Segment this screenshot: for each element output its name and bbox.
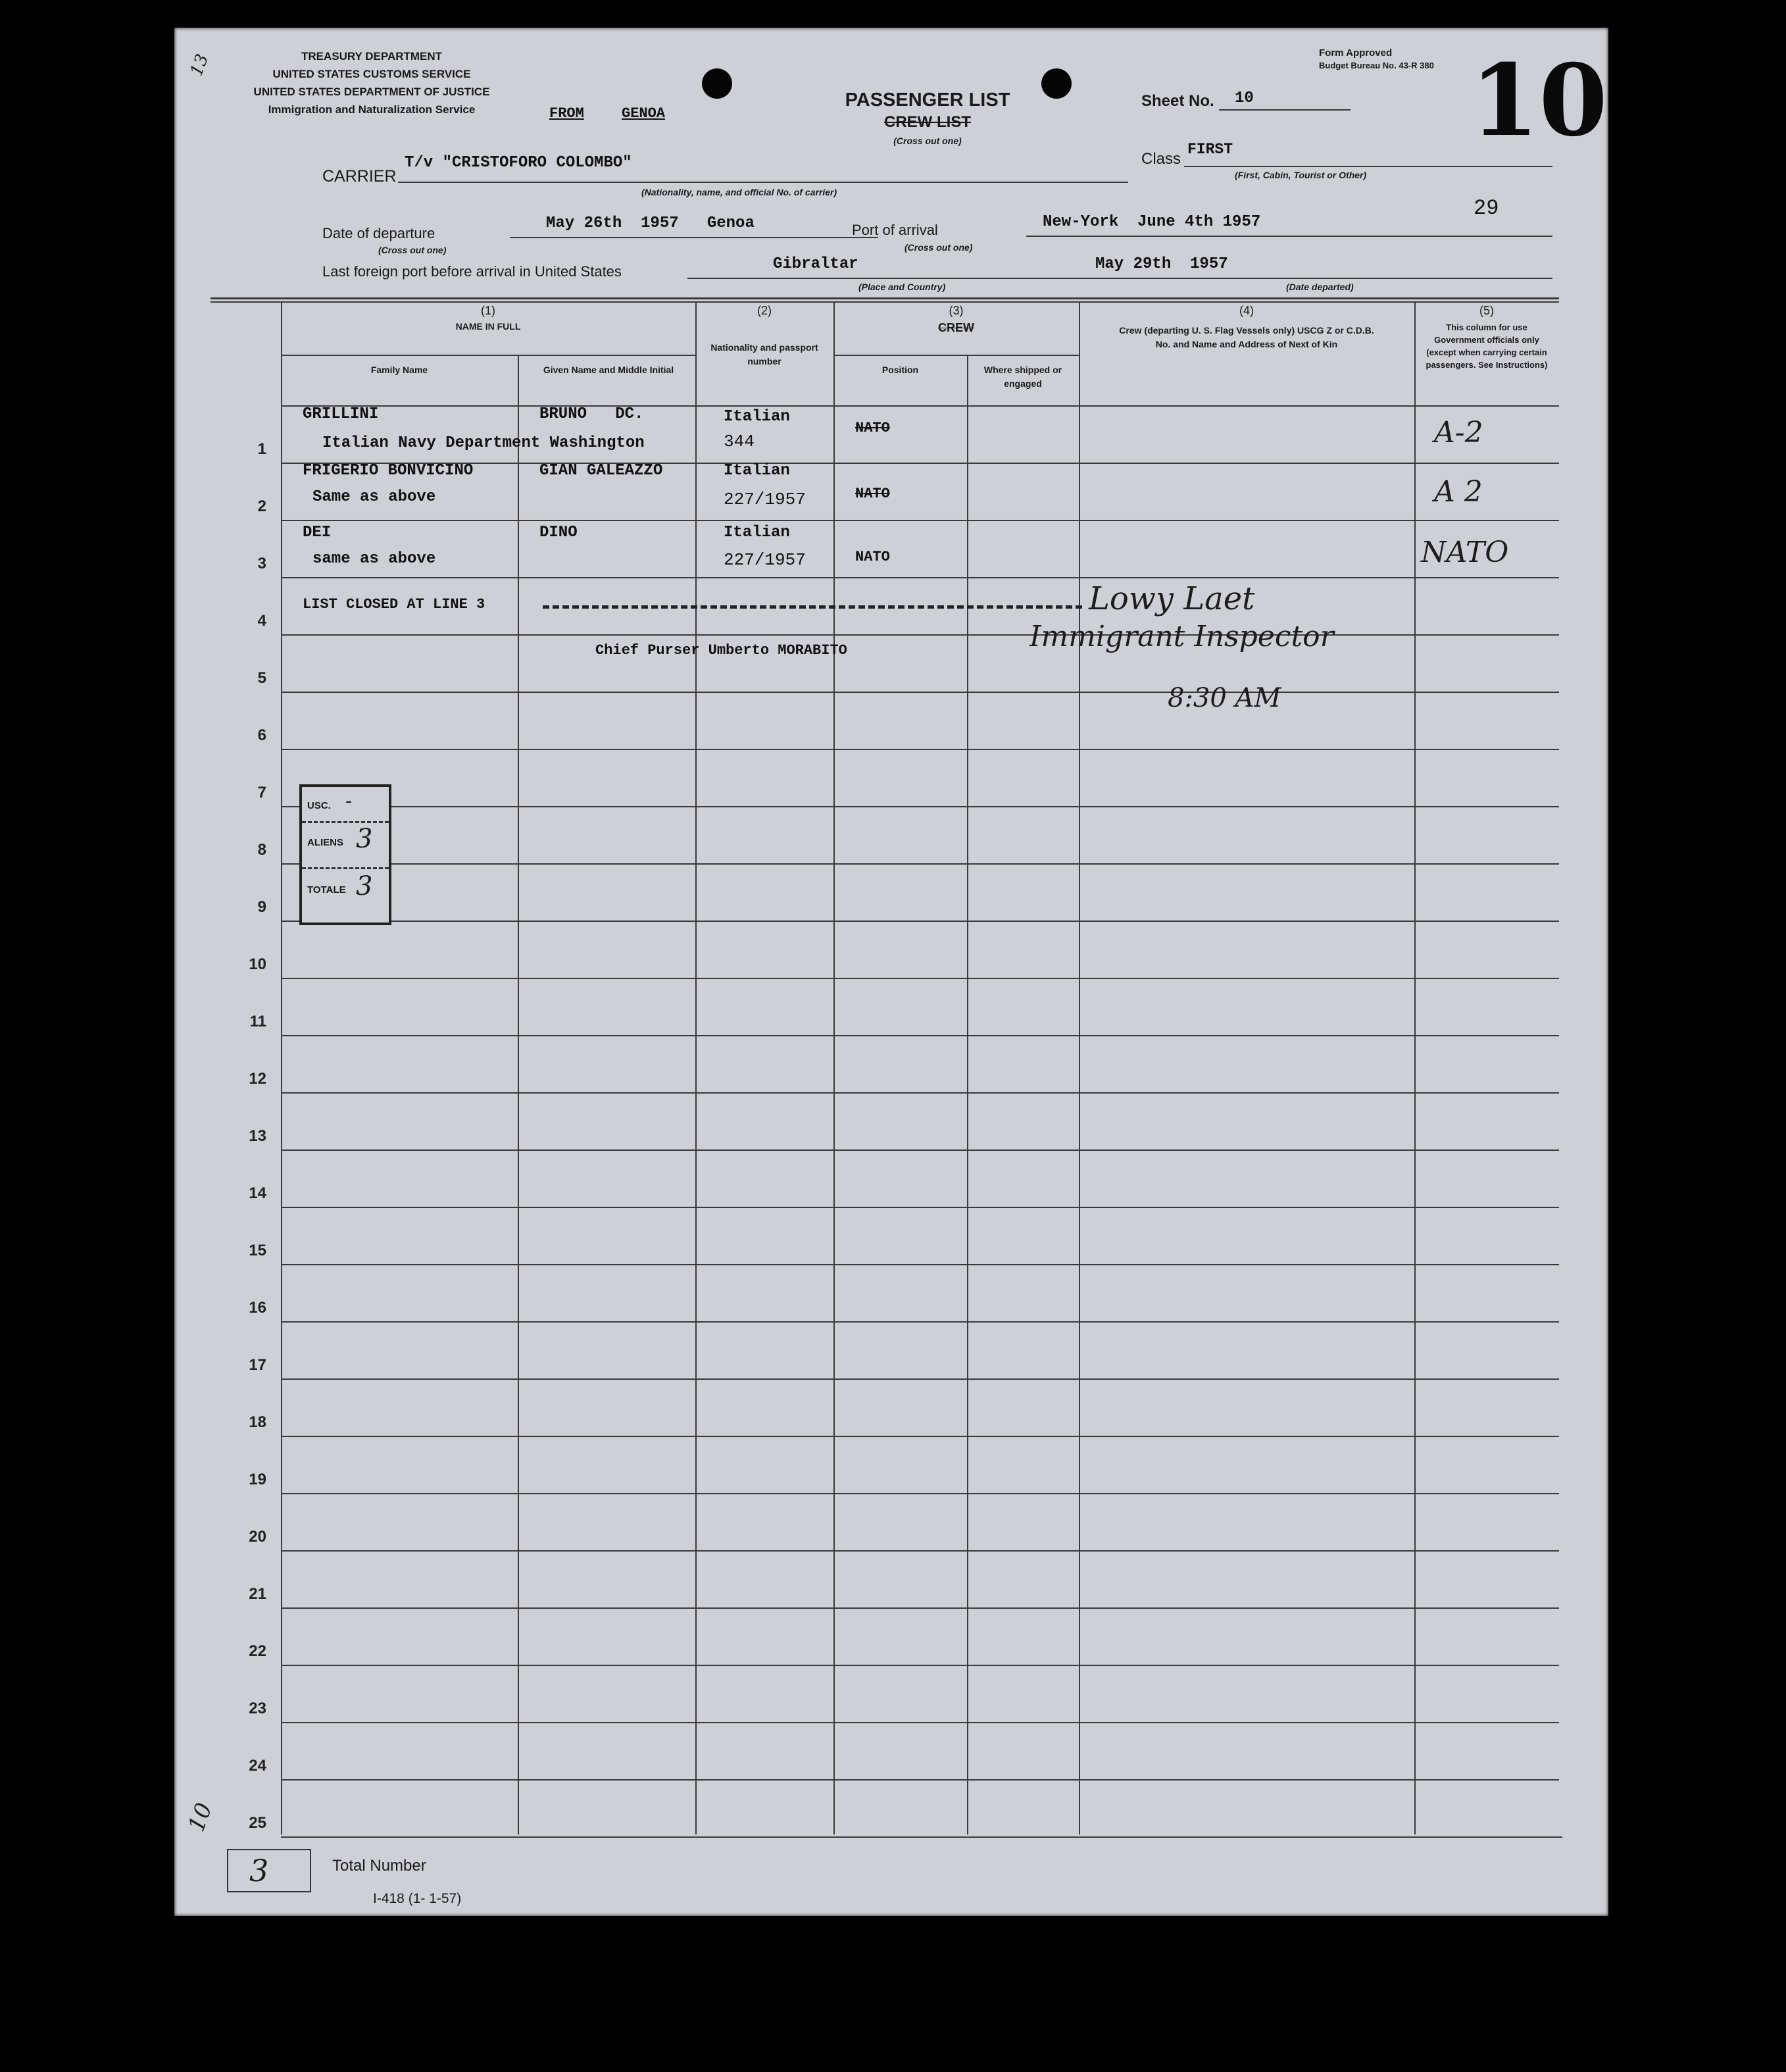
- subheader-rule: [281, 355, 695, 356]
- margin-mark-bottom: 10: [183, 1799, 218, 1836]
- total-box-value: 3: [249, 1853, 269, 1888]
- sheet-value: 10: [1235, 89, 1254, 107]
- agency-line: Immigration and Naturalization Service: [268, 103, 476, 116]
- agency-line: TREASURY DEPARTMENT: [301, 50, 443, 63]
- table-top-rule: [211, 297, 1559, 299]
- given-name-header: Given Name and Middle Initial: [543, 365, 674, 375]
- row-number: 4: [257, 612, 266, 630]
- date-label: Date of departure: [322, 225, 435, 241]
- list-title: PASSENGER LIST: [845, 89, 1010, 111]
- row-number: 6: [257, 726, 266, 744]
- sheet-underline: [1219, 109, 1351, 111]
- departure-value: May 26th 1957 Genoa: [546, 215, 755, 232]
- usc-label: USC.: [307, 800, 331, 811]
- row-divider: [281, 1035, 1559, 1036]
- col1-number: (1): [481, 304, 495, 317]
- usc-divider: [302, 821, 389, 823]
- row-divider: [281, 1321, 1559, 1323]
- row-number: 22: [249, 1642, 266, 1660]
- col4-title: Crew (departing U. S. Flag Vessels only) USCG Z or C.D.B. No. and Name and Address of Next of Kin: [1119, 325, 1374, 349]
- col5-number: (5): [1479, 304, 1494, 317]
- cross-out-one-caption: (Cross out one): [893, 136, 962, 146]
- port-arrival-label: Port of arrival: [852, 222, 938, 238]
- passenger-list-form: [174, 28, 1608, 1916]
- port-cross-caption: (Cross out one): [905, 242, 973, 253]
- row-divider: [281, 1779, 1559, 1781]
- row-divider: [281, 520, 1559, 521]
- agency-block: [220, 47, 523, 118]
- class-label: Class: [1141, 150, 1181, 168]
- class-value: FIRST: [1187, 141, 1233, 158]
- crew-list-struck: CREW LIST: [884, 113, 971, 131]
- arrival-underline: [1026, 236, 1552, 237]
- purser-line: Chief Purser Umberto MORABITO: [595, 642, 847, 659]
- row-number: 23: [249, 1700, 266, 1717]
- corner-number: 29: [1474, 196, 1499, 220]
- row-number: 9: [257, 898, 266, 916]
- carrier-underline: [398, 182, 1128, 183]
- row-number: 7: [257, 784, 266, 801]
- row-number: 3: [257, 555, 266, 572]
- row-number: 16: [249, 1299, 266, 1317]
- entry-1-family: GRILLINI: [303, 405, 379, 423]
- last-port-underline: [687, 278, 1552, 279]
- list-closed-dash-line: [543, 605, 1082, 609]
- entry-1-position: NATO: [855, 420, 890, 436]
- entry-2-passport: 227/1957: [724, 490, 806, 509]
- row-number: 18: [249, 1413, 266, 1431]
- row-number: 21: [249, 1585, 266, 1603]
- date-departed-value: May 29th 1957: [1095, 255, 1228, 273]
- total-box: [227, 1849, 311, 1892]
- row-divider: [281, 1550, 1559, 1552]
- agency-line: UNITED STATES CUSTOMS SERVICE: [272, 68, 471, 80]
- row-divider: [281, 1665, 1559, 1666]
- col1-title: NAME IN FULL: [455, 321, 521, 332]
- row-divider: [281, 863, 1559, 865]
- row-divider: [281, 806, 1559, 807]
- entry-3-address: same as above: [312, 550, 436, 568]
- agency-line: UNITED STATES DEPARTMENT OF JUSTICE: [253, 86, 490, 98]
- aliens-value: 3: [356, 824, 373, 854]
- entry-2-col5: A 2: [1434, 475, 1483, 509]
- entry-1-given: BRUNO DC.: [539, 405, 644, 423]
- budget-bureau: Budget Bureau No. 43-R 380: [1319, 61, 1434, 70]
- departure-underline: [510, 237, 878, 238]
- carrier-value: T/v "CRISTOFORO COLOMBO": [405, 154, 632, 172]
- row-number: 20: [249, 1528, 266, 1546]
- entry-3-nationality: Italian: [724, 524, 790, 542]
- inspector-signature: Lowy Laet: [1089, 580, 1255, 617]
- entry-1-passport: 344: [724, 432, 755, 451]
- big-sheet-number: 10: [1470, 43, 1608, 159]
- form-number: I-418 (1- 1-57): [373, 1891, 462, 1906]
- col3-number: (3): [949, 304, 964, 317]
- row-number: 17: [249, 1356, 266, 1374]
- entry-3-given: DINO: [539, 524, 578, 542]
- row-divider: [281, 1207, 1559, 1208]
- class-caption: (First, Cabin, Tourist or Other): [1235, 170, 1367, 180]
- table-top-rule-2: [211, 301, 1559, 303]
- row-divider: [281, 1722, 1559, 1723]
- entry-2-address: Same as above: [312, 488, 436, 506]
- row-number: 12: [249, 1070, 266, 1088]
- totale-label: TOTALE: [307, 884, 346, 896]
- header-bottom-rule: [281, 405, 1559, 407]
- form-approved: Form Approved: [1319, 47, 1393, 59]
- usc-value: -: [345, 790, 353, 813]
- col4-number: (4): [1239, 304, 1254, 317]
- row-number: 5: [257, 669, 266, 687]
- date-cross-caption: (Cross out one): [378, 245, 447, 255]
- row-divider: [281, 634, 1559, 636]
- entry-2-family: FRIGERIO BONVICINO: [303, 462, 474, 480]
- row-number: 11: [249, 1013, 266, 1030]
- col-line-6: [1414, 301, 1416, 1834]
- from-value: GENOA: [622, 105, 666, 122]
- carrier-label: CARRIER: [322, 167, 397, 186]
- col-line-2: [695, 301, 697, 1834]
- inspector-title: Immigrant Inspector: [1029, 620, 1334, 653]
- row-number: 1: [257, 440, 266, 458]
- entry-3-position: NATO: [855, 549, 890, 565]
- list-closed: LIST CLOSED AT LINE 3: [303, 596, 485, 613]
- tally-box: [299, 784, 391, 925]
- family-name-header: Family Name: [370, 365, 428, 375]
- position-header: Position: [881, 365, 919, 375]
- row-number: 14: [249, 1184, 266, 1202]
- row-divider: [281, 1493, 1559, 1494]
- crew-header-struck: CREW: [938, 321, 974, 334]
- col2-number: (2): [757, 304, 772, 317]
- row-divider: [281, 749, 1559, 750]
- inspection-time: 8:30 AM: [1168, 683, 1281, 713]
- row-number: 10: [249, 955, 266, 973]
- entry-2-nationality: Italian: [724, 462, 790, 480]
- row-number: 15: [249, 1242, 266, 1259]
- row-divider: [281, 692, 1559, 693]
- total-label: Total Number: [332, 1857, 426, 1875]
- aliens-label: ALIENS: [307, 837, 344, 848]
- entry-2-position: NATO: [855, 486, 890, 502]
- col-line-5: [1079, 301, 1080, 1834]
- arrival-value: New-York June 4th 1957: [1043, 213, 1261, 231]
- place-caption: (Place and Country): [858, 282, 946, 292]
- aliens-divider: [302, 867, 389, 869]
- totale-value: 3: [356, 871, 373, 901]
- row-number: 8: [257, 841, 266, 859]
- row-number: 13: [249, 1127, 266, 1145]
- entry-3-col5: NATO: [1421, 536, 1509, 569]
- class-underline: [1184, 166, 1552, 167]
- col-line-3: [833, 301, 835, 1834]
- entry-3-passport: 227/1957: [724, 550, 806, 570]
- row-number: 2: [257, 497, 266, 515]
- where-shipped-header: Where shipped or engaged: [983, 365, 1062, 389]
- entry-2-given: GIAN GALEAZZO: [539, 462, 663, 480]
- date-departed-caption: (Date departed): [1286, 282, 1354, 292]
- entry-1-address: Italian Navy Department Washington: [322, 434, 645, 452]
- row-divider: [281, 1264, 1559, 1265]
- punch-hole-left: [702, 68, 732, 99]
- row-number: 25: [249, 1814, 266, 1832]
- row-divider: [281, 1092, 1559, 1094]
- nationality-header: Nationality and passport number: [710, 342, 818, 366]
- row-divider: [281, 1378, 1559, 1380]
- entry-3-family: DEI: [303, 524, 332, 542]
- last-port-value: Gibraltar: [773, 255, 858, 273]
- row-divider: [281, 921, 1559, 922]
- last-port-label: Last foreign port before arrival in United States: [322, 263, 622, 280]
- subheader-rule-crew: [833, 355, 1079, 356]
- entry-1-nationality: Italian: [724, 408, 790, 426]
- carrier-caption: (Nationality, name, and official No. of carrier): [641, 187, 837, 197]
- entry-1-col5: A-2: [1434, 416, 1483, 449]
- row-divider: [281, 1836, 1562, 1838]
- col-line-0: [281, 301, 282, 1834]
- col5-title: This column for use Government officials only (except when carrying certain passengers. See Instructions): [1426, 322, 1548, 370]
- row-number: 19: [249, 1471, 266, 1488]
- row-divider: [281, 1150, 1559, 1151]
- row-number: 24: [249, 1757, 266, 1775]
- row-divider: [281, 1607, 1559, 1609]
- row-divider: [281, 978, 1559, 979]
- row-divider: [281, 1436, 1559, 1437]
- sheet-label: Sheet No.: [1141, 92, 1214, 110]
- from-label: FROM: [549, 105, 584, 122]
- margin-mark-top: 13: [186, 51, 213, 79]
- row-divider: [281, 577, 1559, 578]
